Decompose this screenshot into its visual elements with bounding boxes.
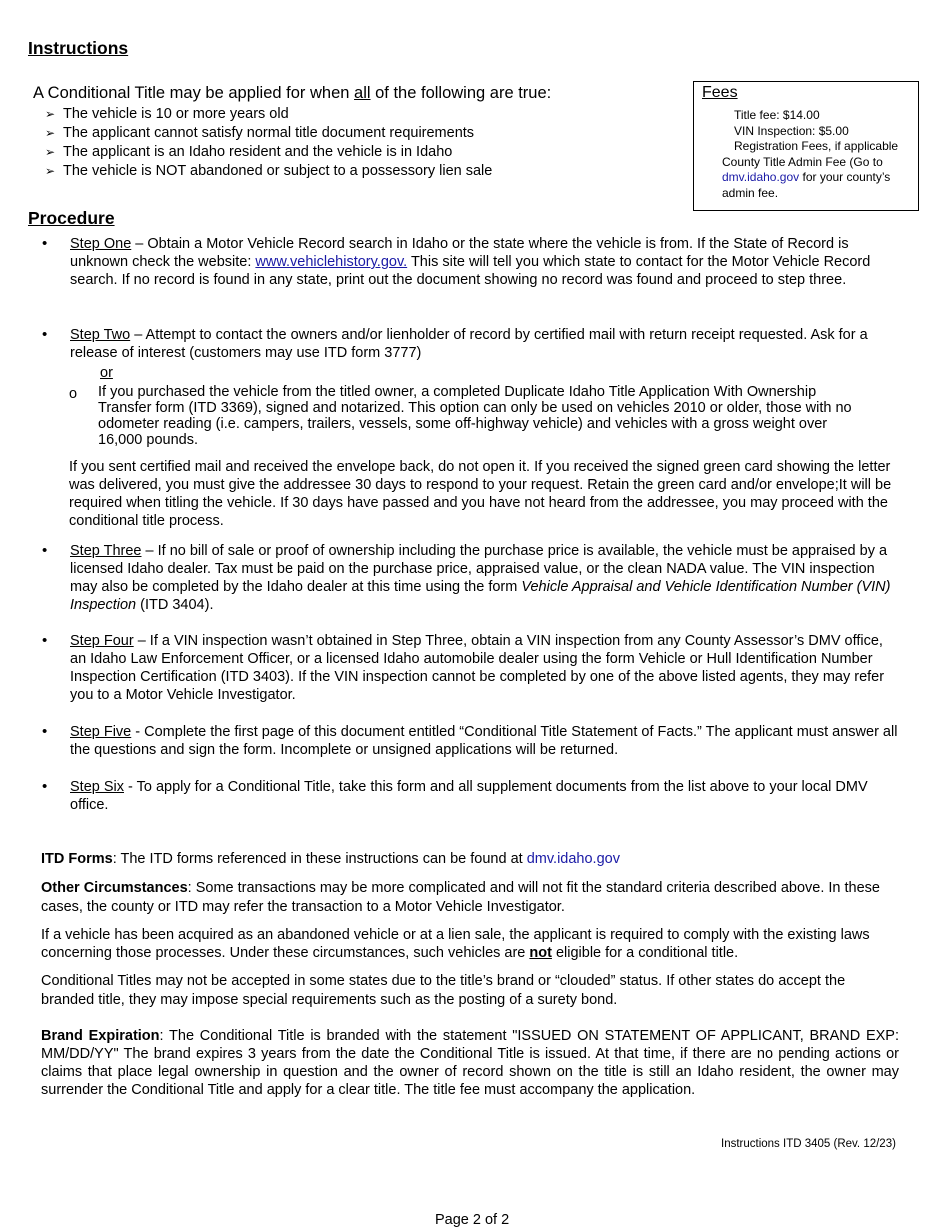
step-two: Step Two – Attempt to contact the owners and/or lienholder of record by certified mail with return receipt requested. Ask for a release of interest (customers may use ITD form 3777) [70,327,868,361]
step-one: Step One – Obtain a Motor Vehicle Record search in Idaho or the state where the vehicle is from. If the State of Record is unknown check the website: www.vehiclehistory.gov. This site will tell you which state to contact for the Motor Vehicle Record search. If no record is found in any state, print out the document showing no record was found and proceed to step three. [70,236,871,288]
step-four: Step Four – If a VIN inspection wasn’t obtained in Step Three, obtain a VIN inspection from any County Assessor’s DMV office, an Idaho Law Enforcement Officer, or a licensed Idaho automobile dealer using the form Vehicle or Hull Identification Number Inspection Certification (ITD 3403). If the VIN inspection cannot be completed by one of the above listed agents, they may refer you to a Motor Vehicle Investigator. [70,633,885,703]
vehiclehistory-link[interactable]: www.vehiclehistory.gov. [255,254,408,270]
intro-text: A Conditional Title may be applied for when all of the following are true: [33,84,552,102]
dmv-link[interactable]: dmv.idaho.gov [722,170,800,184]
bullet-icon: • [42,632,48,649]
fees-title: Fees [702,84,738,101]
bullet-icon: • [42,326,48,343]
other-circumstances: Other Circumstances: Some transactions may be more complicated and will not fit the standard criteria described above. In these cases, the county or ITD may refer the transaction to a Motor Vehicle Investigator. [41,880,880,915]
step-two-option: If you purchased the vehicle from the titled owner, a completed Duplicate Idaho Title Application With Ownership Transfer form (ITD 3369), signed and notarized. This option can only be used on vehicles 2010 or older, those with no odometer reading (i.e. campers, trailers, vessels, some off-highway vehicle) and vehicles with a gross weight over 16,000 pounds. [98,384,852,448]
brand-expiration: Brand Expiration: The Conditional Title is branded with the statement "ISSUED ON STATEMENT OF APPLICANT, BRAND EXP: MM/DD/YY" The brand expires 3 years from the date the Conditional Title is issued. At that time, if there are no pending actions or claims that place legal ownership in question and the owner of record shown on the title is still an Idaho resident, the owner may surrender the Conditional Title and apply for a clear title. The title fee must accompany the application. [41,1028,899,1098]
form-reference: Instructions ITD 3405 (Rev. 12/23) [721,1138,896,1150]
instructions-heading: Instructions [28,38,129,58]
conditions-list [33,105,653,181]
title-fee: Title fee: $14.00 [734,108,820,122]
condition-item: ➢ The applicant cannot satisfy normal title document requirements [45,125,475,141]
county-fee: County Title Admin Fee (Go to dmv.idaho.gov for your county’s admin fee. [722,154,891,200]
step-three: Step Three – If no bill of sale or proof of ownership including the purchase price is available, the vehicle must be appraised by a licensed Idaho dealer. Tax must be paid on the purchase price, appraised value, or the clean NADA value. The VIN inspection may also be completed by the Idaho dealer at this time using the form Vehicle Appraisal and Vehicle Identification Number (VIN) Inspection (ITD 3404). [70,543,891,613]
states-note: Conditional Titles may not be accepted in some states due to the title’s brand or “clouded” status. If other states do accept the branded title, they may impose special requirements such as the posting of a surety bond. [41,973,846,1008]
registration-fee: Registration Fees, if applicable [734,139,899,153]
condition-item: ➢ The vehicle is 10 or more years old [45,106,289,122]
step-two-note: If you sent certified mail and received the envelope back, do not open it. If you received the signed green card showing the letter was delivered, you must give the addressee 30 days to respond to your request. Retain the green card and/or envelope;It will be required when titling the vehicle. If 30 days have passed and you have not heard from the addressee, you may proceed with the conditional title process. [69,459,892,529]
bullet-icon: • [42,542,48,559]
itd-forms: ITD Forms: The ITD forms referenced in these instructions can be found at dmv.idaho.gov [41,851,620,867]
bullet-icon: • [42,778,48,795]
condition-item: ➢ The vehicle is NOT abandoned or subject to a possessory lien sale [45,163,493,179]
page-number: Page 2 of 2 [435,1212,510,1228]
step-five: Step Five - Complete the first page of this document entitled “Conditional Title Statement of Facts.” The applicant must answer all the questions and sign the form. Incomplete or unsigned applications will be returned. [70,724,898,758]
step-six: Step Six - To apply for a Conditional Title, take this form and all supplement documents from the list above to your local DMV office. [70,779,868,813]
bullet-icon: • [42,723,48,740]
itd-forms-link[interactable]: dmv.idaho.gov [526,851,620,867]
vin-inspection-fee: VIN Inspection: $5.00 [734,123,849,138]
bullet-icon: • [42,235,48,252]
fees-list [722,108,916,201]
fees-box [693,81,919,211]
procedure-heading: Procedure [28,208,115,228]
or-text: or [100,365,113,381]
circle-bullet-icon: o [69,386,78,402]
condition-item: ➢ The applicant is an Idaho resident and the vehicle is in Idaho [45,144,453,160]
abandoned-note: If a vehicle has been acquired as an abandoned vehicle or at a lien sale, the applicant is required to comply with the existing laws concerning those processes. Under these circumstances, such vehicles are not eligible for a conditional title. [41,927,870,961]
